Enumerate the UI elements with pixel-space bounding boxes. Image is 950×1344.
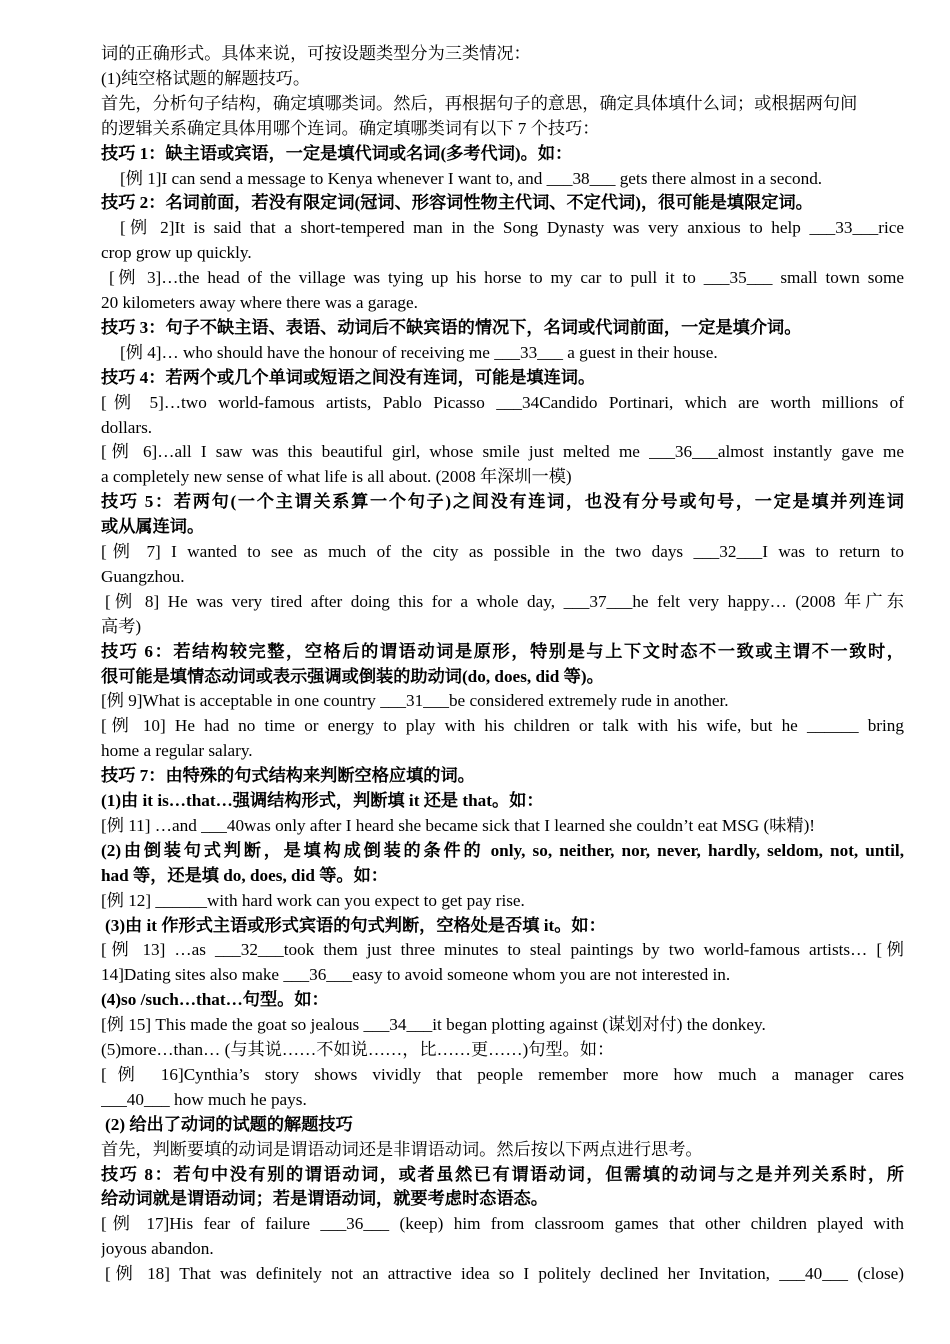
example-line: [例 16]Cynthia’s story shows vividly that people remember more how much a manager cares [101,1064,904,1084]
example-line: Guangzhou. [101,566,185,586]
text-line: 首先，判断要填的动词是谓语动词还是非谓语动词。然后按以下两点进行思考。 [101,1139,703,1159]
example-line: [例 11] …and ___40was only after I heard she became sick that I learned she couldn’t eat MSG (味精)! [101,815,816,835]
example-line: [例 18] That was definitely not an attractive idea so I politely declined her Invitation, ___40___ (close) [105,1264,904,1284]
example-line: [例 10] He had no time or energy to play with his children or talk with his wife, but he ______ bring [101,716,904,736]
tip-heading: 技巧 3：句子不缺主语、表语、动词后不缺宾语的情况下，名词或代词前面，一定是填介词。 [101,317,802,337]
text-line: 词的正确形式。具体来说，可按设题类型分为三类情况： [101,44,531,63]
tip-heading: 技巧 4：若两个或几个单词或短语之间没有连词，可能是填连词。 [101,367,596,387]
text-line: (1)纯空格试题的解题技巧。 [101,68,311,88]
example-line: home a regular salary. [101,741,253,761]
example-line: 20 kilometers away where there was a garage. [101,293,418,313]
subheading: (3)由 it 作形式主语或形式宾语的句式判断，空格处是否填 it。如： [105,915,606,935]
tip-heading: 很可能是填情态动词或表示强调或倒装的助动词(do, does, did 等)。 [101,666,604,686]
subheading: (1)由 it is…that…强调结构形式，判断填 it 还是 that。如： [101,791,544,811]
tip-heading: 技巧 8：若句中没有别的谓语动词，或者虽然已有谓语动词，但需填的动词与之是并列关系时，所 [101,1164,904,1184]
document-page [101,42,904,1287]
example-line: 14]Dating sites also make ___36___easy to avoid someone whom you are not interested in. [101,965,731,985]
subheading: (5)more…than… (与其说……不如说……，比……更……)句型。如： [101,1040,615,1060]
example-line: dollars. [101,417,153,437]
text-line: 的逻辑关系确定具体用哪个连词。确定填哪类词有以下 7 个技巧： [101,118,600,138]
section-heading: (2) 给出了动词的试题的解题技巧 [105,1114,353,1134]
tip-heading: 技巧 6：若结构较完整，空格后的谓语动词是原形，特别是与上下文时态不一致或主谓不一致时， [101,641,904,661]
example-line: [例 6]…all I saw was this beautiful girl, whose smile just melted me ___36___almost instantly gave me [101,442,904,462]
tip-heading: 或从属连词。 [101,517,205,537]
example-line: [例 9]What is acceptable in one country ___31___be considered extremely rude in another. [101,691,729,711]
example-line: joyous abandon. [101,1239,214,1259]
example-line: [例 5]…two world-famous artists, Pablo Picasso ___34Candido Portinari, which are worth millions of [101,392,904,412]
tip-heading: 技巧 2：名词前面，若没有限定词(冠词、形容词性物主代词、不定代词)，很可能是填限定词。 [101,193,813,213]
example-line: [例 17]His fear of failure ___36___ (keep) him from classroom games that other children played with [101,1214,904,1234]
subheading: (2)由倒装句式判断，是填构成倒装的条件的 only, so, neither, nor, never, hardly, seldom, not, until, [101,840,904,860]
example-line: [例 8] He was very tired after doing this for a whole day, ___37___he felt very happy… (2008 年广东 [105,591,904,611]
example-line: [例 13] …as ___32___took them just three minutes to steal paintings by two world-famous artists… [例 [101,940,904,960]
example-line: 高考) [101,616,142,636]
example-line: [例 3]…the head of the village was tying up his horse to my car to pull it to ___35___ small town some [109,268,904,288]
example-line: a completely new sense of what life is all about. (2008 年深圳一模) [101,467,572,487]
subheading: (4)so /such…that…句型。如： [101,990,329,1010]
tip-heading: 技巧 7：由特殊的句式结构来判断空格应填的词。 [101,766,475,786]
example-line: [例 4]… who should have the honour of receiving me ___33___ a guest in their house. [120,342,718,362]
text-line: 首先，分析句子结构，确定填哪类词。然后，再根据句子的意思，确定具体填什么词；或根据两句间 [101,93,858,113]
tip-heading: 技巧 1：缺主语或宾语，一定是填代词或名词(多考代词)。如： [101,143,573,163]
example-line: ___40___ how much he pays. [101,1089,307,1109]
tip-heading: 技巧 5：若两句(一个主谓关系算一个句子)之间没有连词，也没有分号或句号，一定是填并列连词 [101,492,904,512]
example-line: [例 2]It is said that a short-tempered man in the Song Dynasty was very anxious to help ___33___rice [120,218,904,238]
example-line: crop grow up quickly. [101,243,252,263]
tip-heading: 给动词就是谓语动词；若是谓语动词，就要考虑时态语态。 [101,1189,548,1209]
example-line: [例 12] ______with hard work can you expect to get pay rise. [101,890,525,910]
example-line: [例 15] This made the goat so jealous ___34___it began plotting against (谋划对付) the donkey. [101,1015,766,1035]
example-line: [例 1]I can send a message to Kenya whenever I want to, and ___38___ gets there almost in a second. [120,168,823,188]
subheading: had 等，还是填 do, does, did 等。如： [101,865,388,885]
example-line: [例 7] I wanted to see as much of the city as possible in the two days ___32___I was to return to [101,542,904,562]
